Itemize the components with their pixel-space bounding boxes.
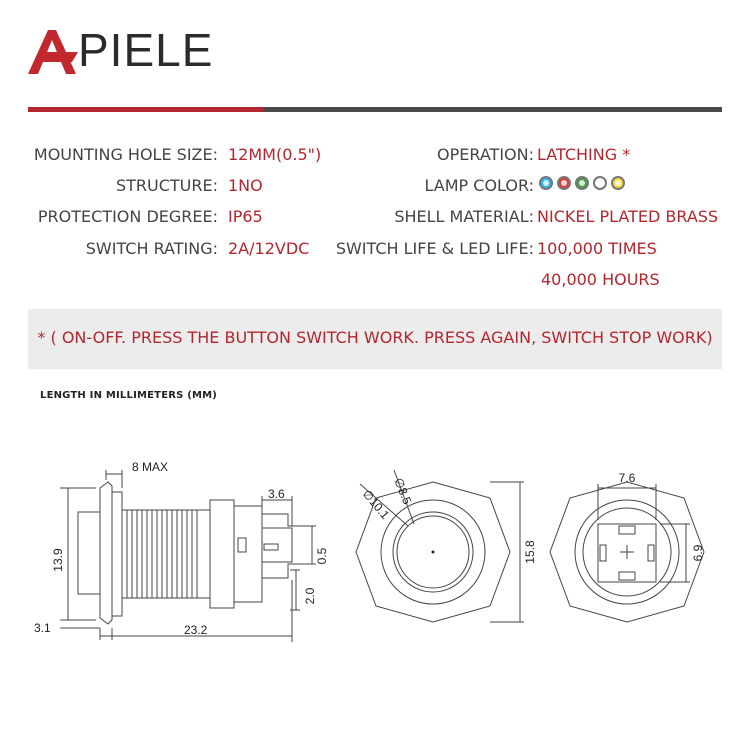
spec-label-structure: STRUCTURE: bbox=[115, 176, 218, 195]
dim-back-width: 7.6 bbox=[618, 471, 636, 485]
spec-label-lamp-color: LAMP COLOR: bbox=[424, 176, 534, 195]
spec-label-switch-rating: SWITCH RATING: bbox=[85, 239, 218, 258]
operation-note-band bbox=[28, 309, 722, 369]
front-view-drawing bbox=[356, 470, 524, 622]
lamp-color-swatch bbox=[611, 176, 625, 190]
spec-value-mounting-hole: 12MM(0.5") bbox=[228, 145, 322, 164]
spec-value-shell-material: NICKEL PLATED BRASS bbox=[537, 207, 719, 226]
header-divider-accent bbox=[28, 107, 263, 112]
dim-side-terminal-length: 2.0 bbox=[303, 587, 317, 605]
lamp-color-swatches bbox=[539, 176, 625, 190]
dim-side-terminal-width: 3.6 bbox=[268, 487, 285, 501]
spec-value-protection: IP65 bbox=[228, 207, 263, 226]
brand-name: PIELE bbox=[78, 24, 214, 76]
lamp-color-swatch bbox=[539, 176, 553, 190]
spec-value-structure: 1NO bbox=[228, 176, 263, 195]
logo-mark-icon bbox=[24, 22, 84, 82]
lamp-color-swatch bbox=[575, 176, 589, 190]
dim-side-head-thickness: 3.1 bbox=[34, 621, 51, 635]
unit-note: LENGTH IN MILLIMETERS (MM) bbox=[40, 390, 218, 401]
front-center-mark-icon bbox=[432, 551, 435, 554]
dim-side-head-height: 13.9 bbox=[51, 548, 65, 572]
lamp-color-swatch bbox=[557, 176, 571, 190]
spec-label-protection: PROTECTION DEGREE: bbox=[37, 207, 218, 226]
spec-value-switch-rating: 2A/12VDC bbox=[228, 239, 310, 258]
spec-label-mounting-hole: MOUNTING HOLE SIZE: bbox=[33, 145, 218, 164]
dim-side-max-depth: 8 MAX bbox=[132, 460, 169, 474]
spec-value-operation: LATCHING * bbox=[537, 145, 631, 164]
spec-value-led-life: 40,000 HOURS bbox=[541, 270, 660, 289]
dim-front-inner-dia: ∅8.5 bbox=[391, 475, 415, 507]
dim-front-hex-height: 15.8 bbox=[523, 540, 537, 564]
dim-side-terminal-gap: 0.5 bbox=[315, 547, 329, 565]
dim-front-outer-dia: ∅10.1 bbox=[359, 486, 393, 522]
lamp-color-swatch bbox=[593, 176, 607, 190]
dim-back-height: 6.9 bbox=[691, 544, 705, 562]
dimension-drawings bbox=[0, 440, 750, 740]
header-divider bbox=[263, 107, 722, 112]
spec-label-life: SWITCH LIFE & LED LIFE: bbox=[335, 239, 534, 258]
spec-label-operation: OPERATION: bbox=[437, 145, 534, 164]
dim-side-body-length: 23.2 bbox=[184, 623, 208, 637]
spec-label-shell-material: SHELL MATERIAL: bbox=[394, 207, 534, 226]
operation-note: * ( ON-OFF. PRESS THE BUTTON SWITCH WORK. PRESS AGAIN, SWITCH STOP WORK) bbox=[37, 328, 713, 347]
spec-value-switch-life: 100,000 TIMES bbox=[537, 239, 657, 258]
